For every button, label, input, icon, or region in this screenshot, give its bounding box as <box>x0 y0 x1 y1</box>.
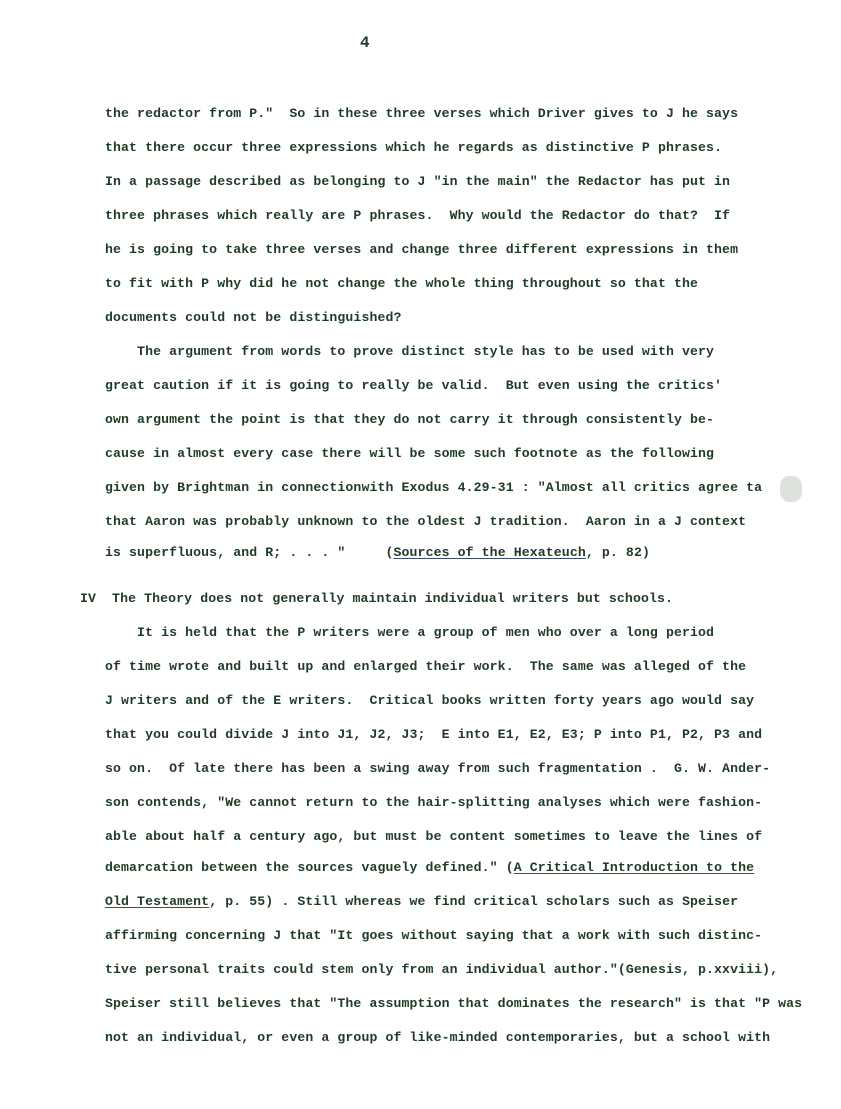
citation-hexateuch-open: ( <box>385 545 394 560</box>
citation-critical-open: ( <box>505 860 514 875</box>
text-line-11: cause in almost every case there will be some such footnote as the following <box>105 446 715 461</box>
text-line-24-main: . Still whereas we find critical scholars such as Speiser <box>273 894 739 909</box>
text-line-22: able about half a century ago, but must be content sometimes to leave the lines of <box>105 829 763 844</box>
text-line-28: not an individual, or even a group of like-minded contemporaries, but a school with <box>105 1030 771 1045</box>
text-line-4: three phrases which really are P phrases. Why would the Redactor do that? If <box>105 208 731 223</box>
citation-hexateuch-page: , p. 82) <box>585 545 650 560</box>
text-line-14-main: is superfluous, and R; . . . " <box>105 545 346 560</box>
text-line-19: that you could divide J into J1, J2, J3; E into E1, E2, E3; P into P1, P2, P3 and <box>105 727 763 742</box>
text-line-16: It is held that the P writers were a group of men who over a long period <box>105 625 715 640</box>
text-line-10: own argument the point is that they do not carry it through consistently be- <box>105 412 715 427</box>
text-line-24 <box>105 894 738 910</box>
text-line-18: J writers and of the E writers. Critical books written forty years ago would say <box>105 693 755 708</box>
text-line-12: given by Brightman in connectionwith Exodus 4.29-31 : "Almost all critics agree ta <box>105 480 763 495</box>
citation-hexateuch-title: Sources of the Hexateuch <box>393 545 586 560</box>
citation-critical-title-a: A Critical Introduction to the <box>513 860 755 875</box>
text-line-27: Speiser still believes that "The assumption that dominates the research" is that "P was <box>105 996 803 1011</box>
ink-smudge <box>780 476 802 502</box>
text-line-9: great caution if it is going to really be valid. But even using the critics' <box>105 378 723 393</box>
text-line-3: In a passage described as belonging to J "in the main" the Redactor has put in <box>105 174 731 189</box>
text-line-6: to fit with P why did he not change the whole thing throughout so that the <box>105 276 699 291</box>
text-line-1: the redactor from P." So in these three verses which Driver gives to J he says <box>105 106 739 121</box>
text-line-25: affirming concerning J that "It goes without saying that a work with such distinc- <box>105 928 763 943</box>
citation-critical-page: , p. 55) <box>209 894 274 909</box>
citation-critical-title-b: Old Testament <box>105 894 210 909</box>
text-line-21: son contends, "We cannot return to the hair-splitting analyses which were fashion- <box>105 795 763 810</box>
text-line-23 <box>105 860 754 876</box>
text-line-13: that Aaron was probably unknown to the oldest J tradition. Aaron in a J context <box>105 514 747 529</box>
text-line-5: he is going to take three verses and change three different expressions in them <box>105 242 739 257</box>
text-line-20: so on. Of late there has been a swing away from such fragmentation . G. W. Ander- <box>105 761 771 776</box>
text-line-23-main: demarcation between the sources vaguely defined." <box>105 860 498 875</box>
page-number: 4 <box>360 34 370 52</box>
text-line-2: that there occur three expressions which he regards as distinctive P phrases. <box>105 140 723 155</box>
text-line-8: The argument from words to prove distinct style has to be used with very <box>105 344 715 359</box>
text-line-26: tive personal traits could stem only from an individual author."(Genesis, p.xxviii), <box>105 962 779 977</box>
text-line-7: documents could not be distinguished? <box>105 310 402 325</box>
text-line-17: of time wrote and built up and enlarged their work. The same was alleged of the <box>105 659 747 674</box>
section-heading-iv: IV The Theory does not generally maintain individual writers but schools. <box>80 591 674 606</box>
text-line-14 <box>105 545 650 561</box>
